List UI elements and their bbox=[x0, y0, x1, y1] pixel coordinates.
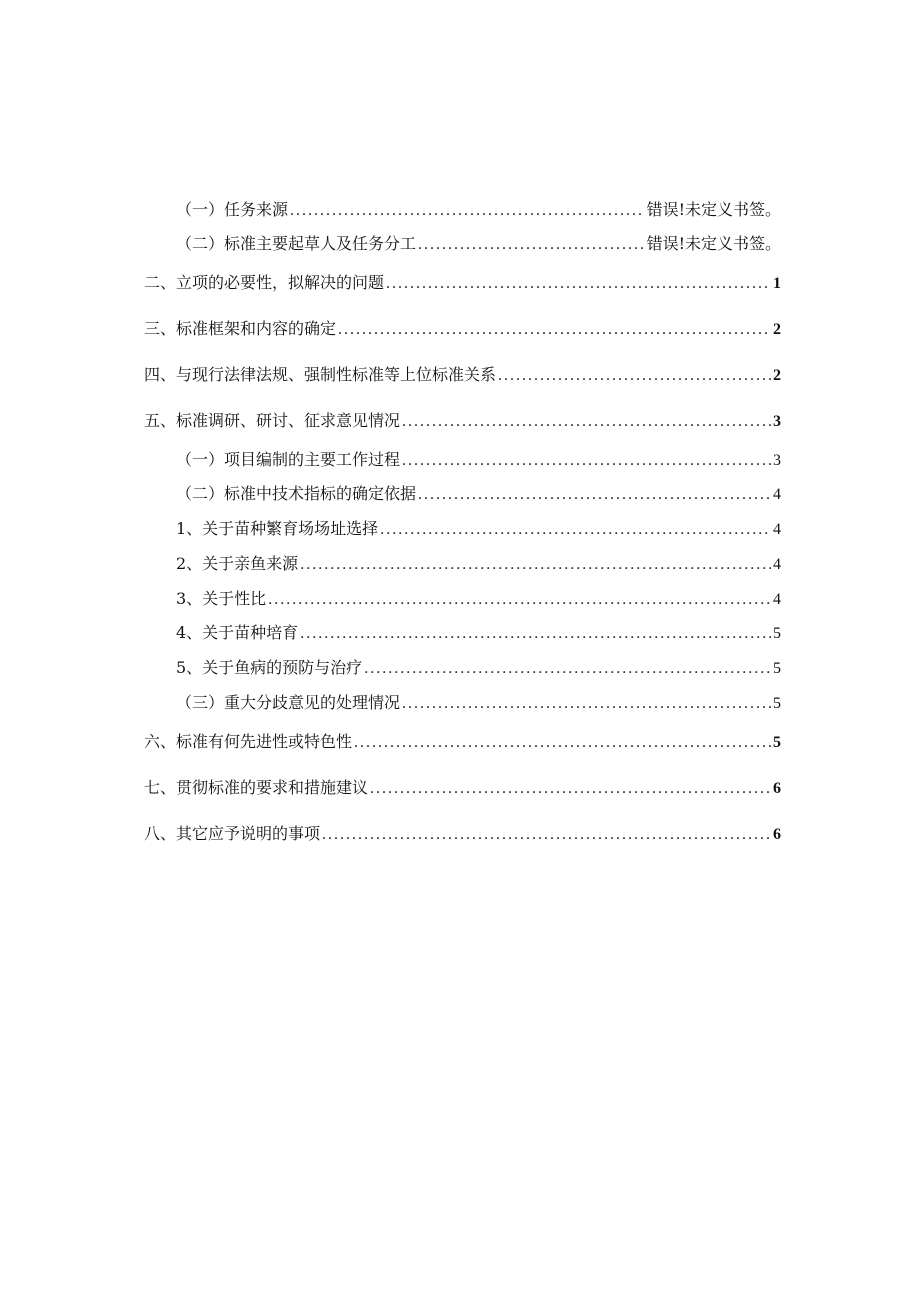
toc-entry-page: 5 bbox=[773, 625, 781, 642]
toc-dot-leader bbox=[364, 658, 771, 680]
toc-entry-page: 4 bbox=[773, 556, 781, 573]
toc-entry-title: 5、关于鱼病的预防与治疗 bbox=[176, 658, 363, 677]
toc-entry-title: 4、关于苗种培育 bbox=[176, 623, 299, 642]
toc-entry[interactable] bbox=[176, 199, 781, 222]
toc-entry-page: 6 bbox=[773, 780, 781, 797]
toc-entry[interactable] bbox=[176, 692, 781, 715]
toc-entry[interactable] bbox=[176, 657, 781, 680]
toc-entry[interactable] bbox=[144, 731, 781, 754]
toc-entry[interactable] bbox=[176, 449, 781, 472]
toc-entry-title: 八、其它应予说明的事项 bbox=[144, 824, 321, 843]
toc-entry-title: 五、标准调研、研讨、征求意见情况 bbox=[144, 411, 401, 430]
toc-entry-page: 4 bbox=[773, 591, 781, 608]
toc-entry-title: （一）项目编制的主要工作过程 bbox=[176, 450, 401, 469]
toc-dot-leader bbox=[300, 554, 771, 576]
toc-entry[interactable] bbox=[144, 823, 781, 846]
toc-dot-leader bbox=[322, 824, 771, 846]
toc-entry-page: 2 bbox=[773, 321, 781, 338]
toc-entry-title: 1、关于苗种繁育场场址选择 bbox=[176, 519, 379, 538]
toc-dot-leader bbox=[354, 732, 771, 754]
toc-entry-page: 4 bbox=[773, 521, 781, 538]
toc-entry-title: 2、关于亲鱼来源 bbox=[176, 554, 299, 573]
toc-entry[interactable] bbox=[144, 364, 781, 387]
toc-entry-title: 3、关于性比 bbox=[176, 589, 267, 608]
toc-entry-page: 错误!未定义书签。 bbox=[646, 234, 781, 253]
toc-entry[interactable] bbox=[176, 518, 781, 541]
toc-entry-page: 5 bbox=[773, 734, 781, 751]
toc-entry[interactable] bbox=[176, 622, 781, 645]
toc-dot-leader bbox=[386, 273, 771, 295]
toc-entry-title: 四、与现行法律法规、强制性标准等上位标准关系 bbox=[144, 365, 497, 384]
toc-dot-leader bbox=[418, 234, 645, 256]
toc-dot-leader bbox=[300, 623, 771, 645]
toc-entry[interactable] bbox=[176, 588, 781, 611]
toc-entry-page: 3 bbox=[773, 452, 781, 469]
toc-entry[interactable] bbox=[176, 233, 781, 256]
toc-dot-leader bbox=[290, 200, 645, 222]
toc-entry-page: 2 bbox=[773, 367, 781, 384]
toc-entry[interactable] bbox=[144, 410, 781, 433]
toc-entry-page: 3 bbox=[773, 413, 781, 430]
toc-entry-page: 5 bbox=[773, 660, 781, 677]
toc-entry-page: 4 bbox=[773, 486, 781, 503]
toc-entry-title: （一）任务来源 bbox=[176, 200, 289, 219]
toc-entry-page: 5 bbox=[773, 695, 781, 712]
toc-dot-leader bbox=[380, 519, 771, 541]
toc-entry[interactable] bbox=[144, 272, 781, 295]
toc-entry-page: 错误!未定义书签。 bbox=[646, 200, 781, 219]
toc-entry[interactable] bbox=[176, 553, 781, 576]
toc-entry-title: 二、立项的必要性，拟解决的问题 bbox=[144, 273, 385, 292]
toc-dot-leader bbox=[370, 778, 771, 800]
toc-entry-title: 六、标准有何先进性或特色性 bbox=[144, 732, 353, 751]
toc-entry-title: （三）重大分歧意见的处理情况 bbox=[176, 693, 401, 712]
toc-entry-title: （二）标准中技术指标的确定依据 bbox=[176, 484, 417, 503]
toc-entry-title: 七、贯彻标准的要求和措施建议 bbox=[144, 778, 369, 797]
toc-entry-title: （二）标准主要起草人及任务分工 bbox=[176, 234, 417, 253]
toc-entry[interactable] bbox=[176, 483, 781, 506]
toc-dot-leader bbox=[418, 484, 771, 506]
toc-dot-leader bbox=[402, 450, 771, 472]
toc-entry-page: 1 bbox=[773, 275, 781, 292]
toc-dot-leader bbox=[498, 365, 771, 387]
toc-dot-leader bbox=[268, 589, 771, 611]
toc-entry[interactable] bbox=[144, 318, 781, 341]
toc-entry[interactable] bbox=[144, 777, 781, 800]
toc-entry-title: 三、标准框架和内容的确定 bbox=[144, 319, 337, 338]
toc-dot-leader bbox=[338, 319, 771, 341]
toc-dot-leader bbox=[402, 693, 771, 715]
toc-entry-page: 6 bbox=[773, 826, 781, 843]
toc-dot-leader bbox=[402, 411, 771, 433]
